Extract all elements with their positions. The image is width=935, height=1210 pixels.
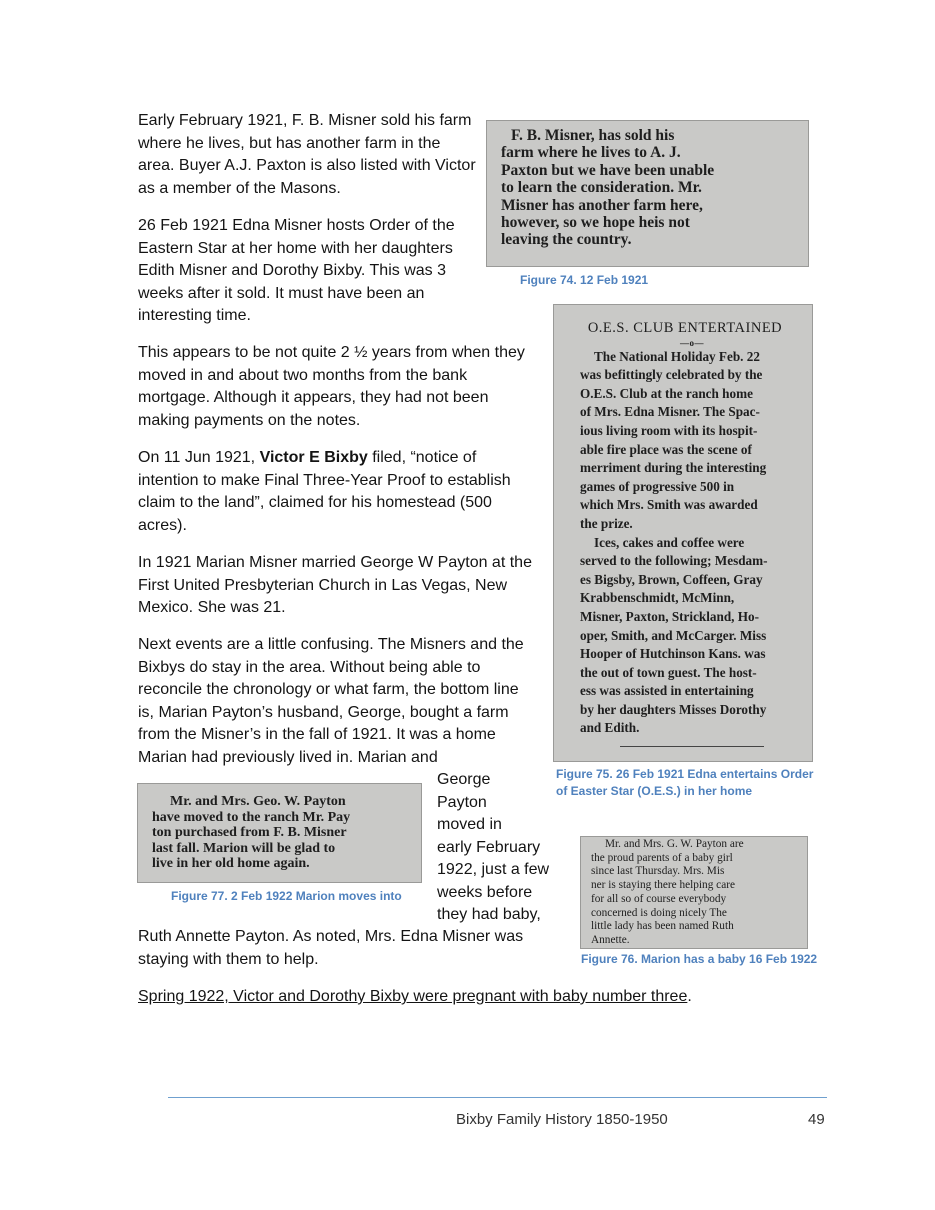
clipping-line: Paxton but we have been unable <box>501 161 715 179</box>
clipping-line: The National Holiday Feb. 22 <box>594 348 760 364</box>
clipping-line: oper, Smith, and McCarger. Miss <box>580 627 767 643</box>
paragraph-1-text: Early February 1921, F. B. Misner sold his farm where he lives, but has another farm in the area. Buyer A.J. Paxton is also listed with Victor as a member of the Masons. <box>138 112 476 197</box>
newspaper-clipping-fig75 <box>553 304 813 762</box>
paragraph-4-post: filed, “notice of intention to make Final Three-Year Proof to establish claim to the land”, claimed for his homestead (500 acres). <box>138 449 511 534</box>
clipping-line: live in her old home again. <box>152 856 310 872</box>
clipping-line: ious living room with its hospit- <box>580 422 758 438</box>
narrow-line: George <box>437 771 491 788</box>
paragraph-6-ending <box>138 926 568 971</box>
paragraph-spring-1922 <box>138 986 838 1009</box>
caption-fig75-line: of Easter Star (O.E.S.) in her home <box>556 784 753 798</box>
clipping-line: Annette. <box>591 933 630 946</box>
caption-fig75-line: Figure 75. 26 Feb 1921 Edna entertains Order <box>556 767 814 781</box>
caption-fig77: Figure 77. 2 Feb 1922 Marion moves into <box>171 889 402 903</box>
paragraph-oes-hosting <box>138 215 478 328</box>
clipping-line: was befittingly celebrated by the <box>580 367 763 383</box>
clipping-line: able fire place was the scene of <box>580 441 752 457</box>
clipping-line: ner is staying there helping care <box>591 879 735 892</box>
clipping-line: leaving the country. <box>501 231 632 249</box>
clipping-line: however, so we hope heis not <box>501 214 690 232</box>
clipping-line: of Mrs. Edna Misner. The Spac- <box>580 404 760 420</box>
paragraph-misner-sold-farm <box>138 110 478 200</box>
ending-line: staying with them to help. <box>138 950 319 968</box>
narrow-line: Payton <box>437 793 487 811</box>
clipping-line: merriment during the interesting <box>580 460 767 476</box>
paragraph-7-text: Spring 1922, Victor and Dorothy Bixby were pregnant with baby number three <box>138 988 688 1005</box>
clipping-line: little lady has been named Ruth <box>591 920 734 933</box>
newspaper-clipping-fig77 <box>137 783 422 883</box>
page-number: 49 <box>808 1111 825 1128</box>
narrow-line: 1922, just a few <box>437 861 550 878</box>
clipping-line: concerned is doing nicely The <box>591 906 727 919</box>
clipping-line: games of progressive 500 in <box>580 478 735 494</box>
paragraph-5-text: In 1921 Marian Misner married George W Payton at the First United Presbyterian Church in Las Vegas, New Mexico. She was 21. <box>138 554 532 616</box>
narrow-line: they had baby, <box>437 906 541 923</box>
clipping-line: F. B. Misner, has sold his <box>511 127 675 144</box>
clipping-line: the proud parents of a baby girl <box>591 851 733 864</box>
caption-fig74: Figure 74. 12 Feb 1921 <box>520 273 649 287</box>
paragraph-6-text: Next events are a little confusing. The Misners and the Bixbys do stay in the area. Without being able to reconcile the chronology or what farm, the bottom line is, Marian Payton’s husband, George, bought a farm from the Misner’s in the fall of 1921. It was a home Marian had previously lived in. Marian and <box>138 636 524 766</box>
footer-book-title: Bixby Family History 1850-1950 <box>456 1111 668 1128</box>
paragraph-marian-marriage <box>138 552 538 620</box>
clipping-line: by her daughters Misses Dorothy <box>580 701 767 717</box>
footer-divider <box>168 1097 827 1098</box>
paragraph-confusing-events <box>138 634 538 769</box>
paragraph-4-pre: On 11 Jun 1921, <box>138 449 260 466</box>
caption-fig76: Figure 76. Marion has a baby 16 Feb 1922 <box>581 952 818 966</box>
clipping-line: Mr. and Mrs. Geo. W. Payton <box>170 794 346 809</box>
clipping-ornament: —o— <box>680 337 704 348</box>
clipping-line: Ices, cakes and coffee were <box>594 534 745 550</box>
clipping-line: since last Thursday. Mrs. Mis <box>591 865 725 878</box>
paragraph-timeline-note <box>138 342 538 432</box>
clipping-line: served to the following; Mesdam- <box>580 553 768 569</box>
clipping-line: farm where he lives to A. J. <box>501 144 681 162</box>
narrow-line: moved in <box>437 816 502 833</box>
caption-fig75 <box>556 766 813 800</box>
clipping-line: to learn the consideration. Mr. <box>501 179 702 197</box>
clipping-line: O.E.S. Club at the ranch home <box>580 385 753 401</box>
paragraph-2-text: 26 Feb 1921 Edna Misner hosts Order of the Eastern Star at her home with her daughters Edith Misner and Dorothy Bixby. This was 3 weeks after it sold. It must have been an interesting time. <box>138 217 455 324</box>
clipping-rule <box>620 746 764 747</box>
clipping-line: for all so of course everybody <box>591 892 727 905</box>
paragraph-4-text <box>138 447 538 537</box>
clipping-line: ess was assisted in entertaining <box>580 683 754 699</box>
victor-e-bixby-name: Victor E Bixby <box>259 449 368 466</box>
ending-line: Ruth Annette Payton. As noted, Mrs. Edna Misner was <box>138 928 524 945</box>
clipping-line: the out of town guest. The host- <box>580 664 757 680</box>
newspaper-clipping-fig74 <box>486 120 809 267</box>
clipping-line: es Bigsby, Brown, Coffeen, Gray <box>580 571 763 587</box>
clipping-line: Misner, Paxton, Strickland, Ho- <box>580 608 760 624</box>
clipping-line: Misner has another farm here, <box>501 196 703 214</box>
newspaper-clipping-fig76 <box>580 836 808 949</box>
clipping-headline: O.E.S. CLUB ENTERTAINED <box>587 320 783 336</box>
paragraph-3-text: This appears to be not quite 2 ½ years from when they moved in and about two months from the bank mortgage. Although it appears, they had not been making payments on the notes. <box>138 344 525 429</box>
paragraph-7-period: . <box>687 988 692 1005</box>
clipping-line: and Edith. <box>580 720 640 736</box>
clipping-line: have moved to the ranch Mr. Pay <box>152 809 351 825</box>
narrow-line: early February <box>437 838 541 856</box>
clipping-line: the prize. <box>580 515 633 531</box>
clipping-line: ton purchased from F. B. Misner <box>152 825 347 841</box>
clipping-line: Krabbenschmidt, McMinn, <box>580 590 735 606</box>
narrow-line: weeks before <box>437 883 533 901</box>
clipping-line: last fall. Marion will be glad to <box>152 840 336 856</box>
clipping-line: Mr. and Mrs. G. W. Payton are <box>605 838 744 850</box>
paragraph-homestead-proof <box>138 447 538 537</box>
paragraph-6-narrow-column <box>437 769 567 927</box>
clipping-line: Hooper of Hutchinson Kans. was <box>580 646 766 662</box>
clipping-line: which Mrs. Smith was awarded <box>580 497 758 513</box>
